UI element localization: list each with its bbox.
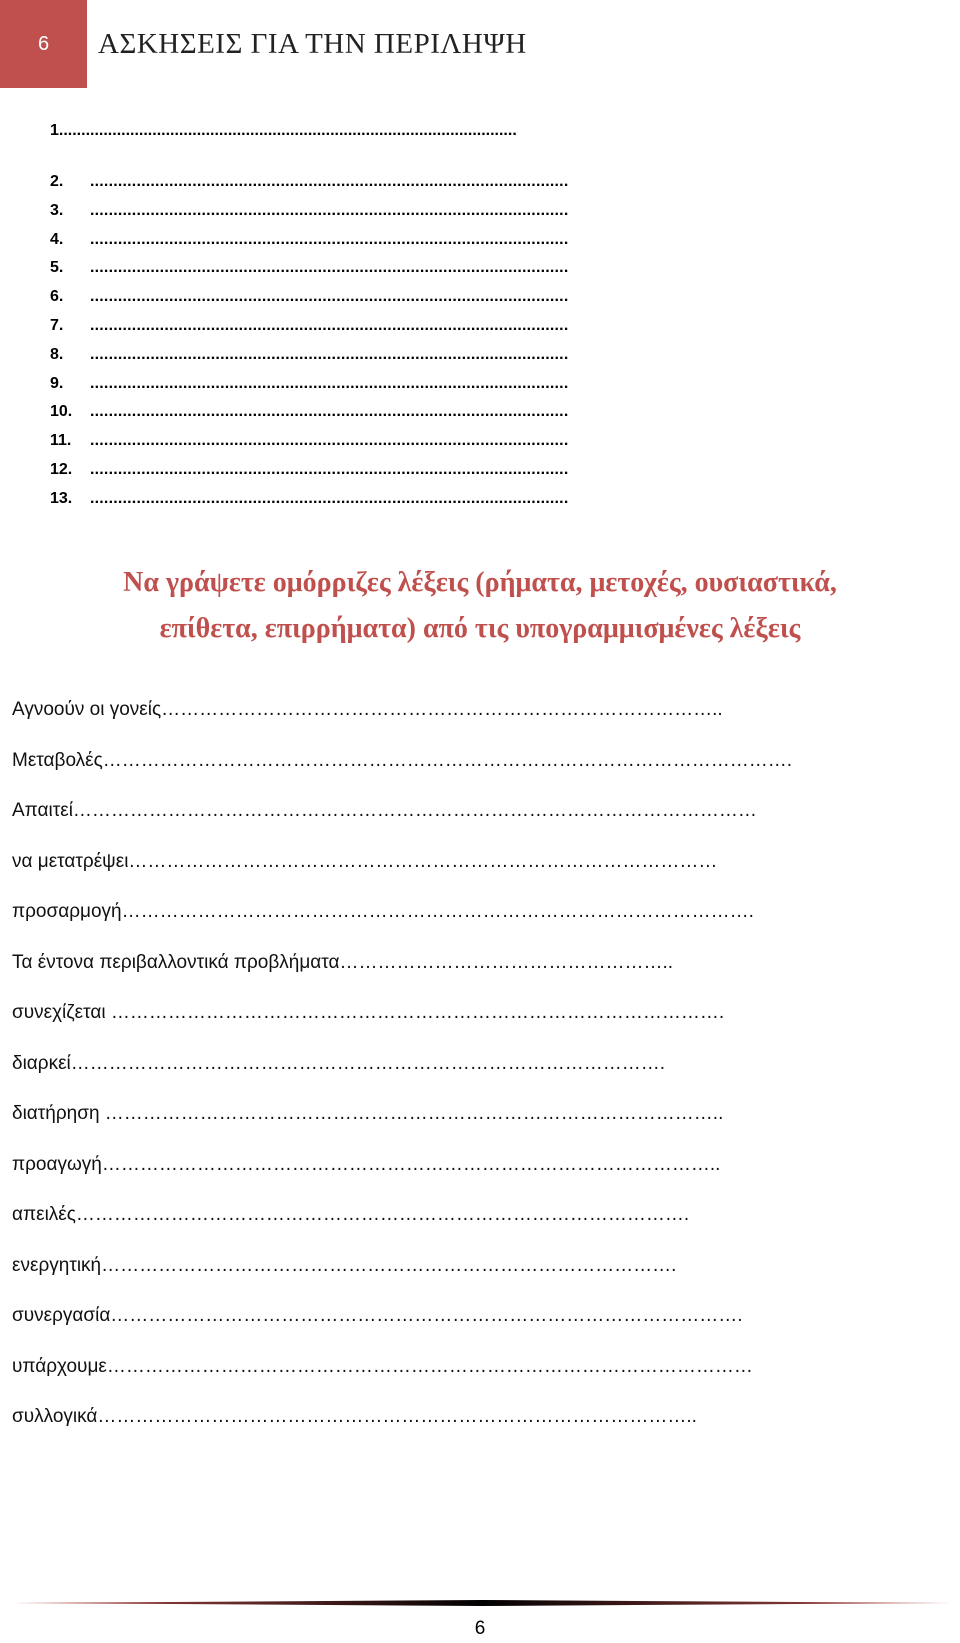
instruction-line-1: Να γράψετε ομόρριζες λέξεις (ρήματα, μετοχές, ουσιαστικά,: [123, 567, 837, 598]
numbered-line: [50, 168, 950, 197]
dotted-answer-line: .......................................................................................................: [90, 288, 569, 306]
line-number: 4.: [50, 230, 64, 248]
line-number: 9.: [50, 374, 64, 392]
numbered-line: [50, 370, 950, 399]
page-number-badge-label: 6: [37, 32, 50, 55]
dotted-answer-line: .......................................................................................................: [90, 173, 569, 190]
numbered-lines: [50, 168, 950, 514]
word-exercise-item: συνεχίζεται …………………………………………………………………………………….: [12, 1002, 725, 1023]
line-number: 13.: [50, 489, 73, 507]
word-exercise-item: διαρκεί………………………………………………………………………………….: [12, 1052, 666, 1074]
numbered-line: [50, 197, 950, 226]
word-exercise-item: διατήρηση ……………………………………………………………………………………..: [12, 1103, 724, 1124]
line-number: 11.: [50, 432, 72, 450]
numbered-line: [50, 312, 950, 341]
word-exercise-item: συλλογικά…………………………………………………………………………………..: [12, 1406, 697, 1427]
page-number-badge: [0, 0, 87, 88]
dotted-answer-line: .......................................................................................................: [90, 345, 569, 363]
line-number: 12.: [50, 460, 73, 478]
word-exercise-item: να μετατρέψει…………………………………………………………………………………: [12, 850, 718, 872]
word-exercise-item: υπάρχουμε…………………………………………………………………………………………: [12, 1355, 753, 1377]
instruction-line-2: επίθετα, επιρρήματα) από τις υπογραμμισμένες λέξεις: [159, 613, 801, 644]
word-exercise-item: προαγωγή……………………………………………………………………………………..: [12, 1153, 721, 1175]
numbered-line: [50, 427, 950, 456]
numbered-line: [50, 283, 950, 312]
numbered-line-first: 1.......................................................................................................: [50, 122, 517, 139]
numbered-line: [50, 254, 950, 283]
dotted-answer-line: .......................................................................................................: [90, 230, 569, 248]
line-number: 7.: [50, 316, 64, 334]
word-exercise-list: [12, 698, 952, 1456]
line-number: 3.: [50, 201, 64, 219]
word-exercise-item: ενεργητική……………………………………………………………………………….: [12, 1254, 677, 1276]
word-exercise-item: Τα έντονα περιβαλλοντικά προβλήματα……………………………………………..: [12, 951, 674, 973]
dotted-answer-line: .......................................................................................................: [90, 460, 569, 478]
word-exercise-item: Αγνοούν οι γονείς……………………………………………………………………………..: [12, 699, 723, 720]
exercise-instruction: [30, 560, 930, 652]
footer-page-number: 6: [474, 1618, 486, 1639]
dotted-answer-line: .......................................................................................................: [90, 259, 569, 277]
numbered-line: [50, 456, 950, 485]
word-exercise-item: προσαρμογή……………………………………………………………………………………….: [12, 901, 754, 922]
dotted-answer-line: .......................................................................................................: [90, 489, 569, 507]
word-exercise-item: Μεταβολές……………………………………………………………………………………………….: [12, 749, 793, 771]
line-number: 6.: [50, 288, 64, 306]
numbered-line: [50, 398, 950, 427]
dotted-answer-line: .......................................................................................................: [90, 201, 569, 219]
numbered-answer-list: [50, 120, 950, 514]
word-exercise-item: συνεργασία……………………………………………………………………………………….: [12, 1305, 743, 1326]
numbered-line: [50, 341, 950, 370]
word-exercise-item: απειλές…………………………………………………………………………………….: [12, 1204, 690, 1225]
numbered-line: [50, 485, 950, 514]
dotted-answer-line: .......................................................................................................: [90, 316, 569, 334]
dotted-answer-line: .......................................................................................................: [90, 403, 569, 421]
word-exercise-item: Απαιτεί………………………………………………………………………………………………: [12, 800, 757, 821]
dotted-answer-line: .......................................................................................................: [90, 374, 569, 392]
line-number: 5.: [50, 259, 64, 277]
footer-rule: [12, 1600, 952, 1606]
dotted-answer-line: .......................................................................................................: [90, 432, 569, 450]
page-title: ΑΣΚΗΣΕΙΣ ΓΙΑ ΤΗΝ ΠΕΡΙΛΗΨΗ: [98, 28, 527, 60]
line-number: 8.: [50, 345, 64, 363]
numbered-line: [50, 226, 950, 255]
line-number: 10.: [50, 403, 73, 421]
line-number: 2.: [50, 173, 64, 190]
